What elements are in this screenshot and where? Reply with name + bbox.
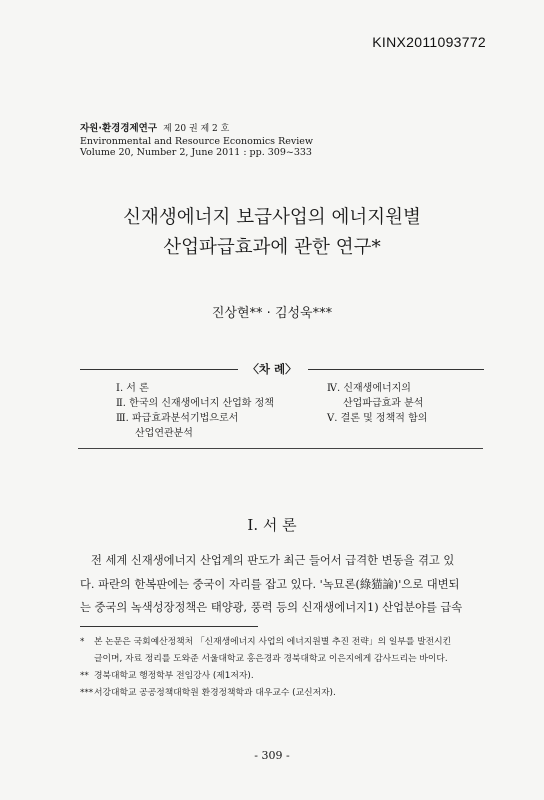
toc-item-3: Ⅲ. 파급효과분석기법으로서 xyxy=(116,413,239,424)
body-line-3: 는 중국의 녹색성장정책은 태양광, 풍력 등의 신재생에너지1) 산업분야를 급속 xyxy=(80,601,463,614)
toc-item-3-cont: 산업연관분석 xyxy=(135,428,193,439)
journal-issue-ko: 제 20 권 제 2 호 xyxy=(163,124,230,134)
footnote-text: 본 논문은 국회예산정책처 「신재생에너지 사업의 에너지원별 추진 전략」의 일부를 발전시킨 xyxy=(94,637,452,647)
footnote-1 xyxy=(80,634,490,668)
document-id: KINX2011093772 xyxy=(372,34,486,50)
section-heading: Ⅰ. 서 론 xyxy=(247,516,297,534)
journal-info xyxy=(80,123,313,159)
toc-item-4-cont: 산업파급효과 분석 xyxy=(343,398,424,409)
body-text xyxy=(80,549,488,620)
footnote-mark: *** xyxy=(80,688,94,698)
page-number: - 309 - xyxy=(254,749,290,762)
footnote-3 xyxy=(80,685,490,702)
toc-item-1: Ⅰ. 서 론 xyxy=(116,383,149,394)
toc-item-2: Ⅱ. 한국의 신재생에너지 산업화 정책 xyxy=(116,398,274,409)
footnote-text: 서강대학교 공공정책대학원 환경정책학과 대우교수 (교신저자). xyxy=(94,688,336,698)
body-line-2: 다. 파란의 한복판에는 중국이 자리를 잡고 있다. '녹묘론(綠猫論)'으로 대변되 xyxy=(80,577,460,591)
footnote-mark: * xyxy=(80,637,85,647)
body-line-1: 전 세계 신재생에너지 산업계의 판도가 최근 들어서 급격한 변동을 겪고 있 xyxy=(91,554,455,567)
journal-name-ko: 자원·환경경제연구 xyxy=(80,123,158,134)
footnote-mark: ** xyxy=(80,671,89,681)
title-line-1: 신재생에너지 보급사업의 에너지원별 xyxy=(123,207,421,228)
paper-title xyxy=(0,203,544,263)
title-line-2: 산업파급효과에 관한 연구* xyxy=(163,237,381,258)
journal-volume: Volume 20, Number 2, June 2011 : pp. 309~333 xyxy=(80,147,312,158)
toc-bottom-rule xyxy=(78,448,483,449)
journal-name-en: Environmental and Resource Economics Review xyxy=(80,135,314,147)
footnote-text: 경북대학교 행정학부 전임강사 (제1저자). xyxy=(94,671,254,681)
footnote-rule xyxy=(80,626,258,627)
authors: 진상현** · 김성욱*** xyxy=(211,306,333,321)
toc-item-5: Ⅴ. 결론 및 정책적 함의 xyxy=(327,413,428,424)
toc-item-4: Ⅳ. 신재생에너지의 xyxy=(327,383,411,394)
footnote-text-cont: 글이며, 자료 정리를 도와준 서울대학교 홍은경과 경북대학교 이은지에게 감사드리는 바이다. xyxy=(94,654,448,664)
footnote-2 xyxy=(80,668,490,685)
toc-heading: 〈차 례〉 xyxy=(0,361,544,377)
